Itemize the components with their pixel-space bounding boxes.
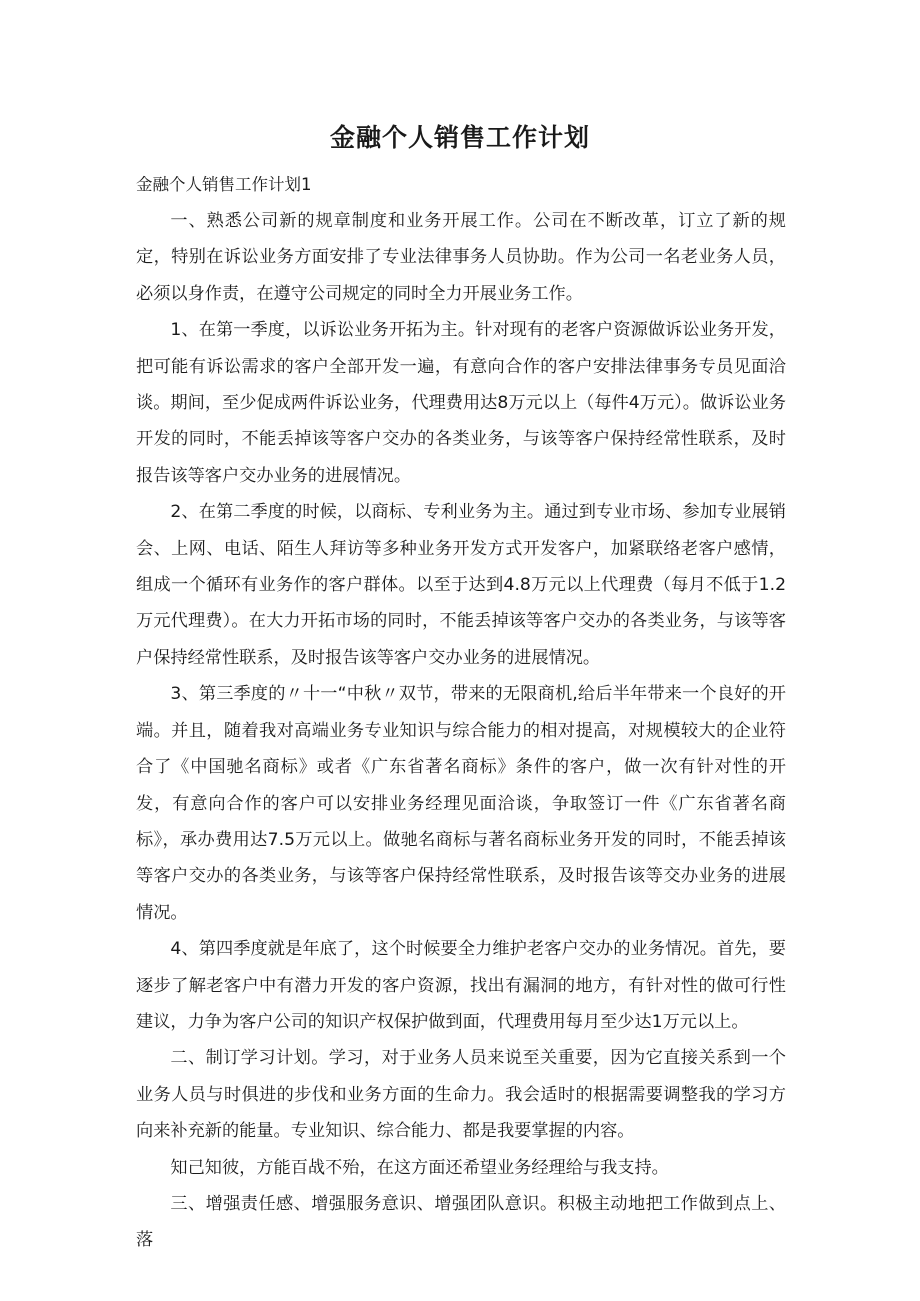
document-title: 金融个人销售工作计划 — [329, 123, 590, 152]
document-body — [136, 203, 786, 1259]
document-subtitle: 金融个人销售工作计划1 — [136, 175, 312, 194]
paragraph-8: 三、增强责任感、增强服务意识、增强团队意识。积极主动地把工作做到点上、落 — [136, 1193, 786, 1251]
paragraph-2: 1、在第一季度，以诉讼业务开拓为主。针对现有的老客户资源做诉讼业务开发，把可能有诉讼需求的客户全部开发一遍，有意向合作的客户安排法律事务专员见面洽谈。期间，至少促成两件诉讼业务，代理费用达8万元以上（每件4万元）。做诉讼业务开发的同时，不能丢掉该等客户交办的各类业务，与该等客户保持经常性联系，及时报告该等客户交办业务的进展情况。 — [136, 320, 786, 486]
paragraph-4: 3、第三季度的〃十一“中秋〃双节，带来的无限商机,给后半年带来一个良好的开端。并且，随着我对高端业务专业知识与综合能力的相对提高，对规模较大的企业符合了《中国驰名商标》或者《广东省著名商标》条件的客户，做一次有针对性的开发，有意向合作的客户可以安排业务经理见面洽谈，争取签订一件《广东省著名商标》，承办费用达7.5万元以上。做驰名商标与著名商标业务开发的同时，不能丢掉该等客户交办的各类业务，与该等客户保持经常性联系，及时报告该等交办业务的进展情况。 — [136, 684, 786, 923]
paragraph-6: 二、制订学习计划。学习，对于业务人员来说至关重要，因为它直接关系到一个业务人员与时俱进的步伐和业务方面的生命力。我会适时的根据需要调整我的学习方向来补充新的能量。专业知识、综合能力、都是我要掌握的内容。 — [136, 1048, 786, 1142]
paragraph-1: 一、熟悉公司新的规章制度和业务开展工作。公司在不断改革，订立了新的规定，特别在诉讼业务方面安排了专业法律事务人员协助。作为公司一名老业务人员，必须以身作责，在遵守公司规定的同时全力开展业务工作。 — [136, 211, 786, 304]
paragraph-3: 2、在第二季度的时候，以商标、专利业务为主。通过到专业市场、参加专业展销会、上网、电话、陌生人拜访等多种业务开发方式开发客户，加紧联络老客户感情，组成一个循环有业务作的客户群体。以至于达到4.8万元以上代理费（每月不低于1.2万元代理费）。在大力开拓市场的同时，不能丢掉该等客户交办的各类业务，与该等客户保持经常性联系，及时报告该等客户交办业务的进展情况。 — [136, 502, 786, 668]
paragraph-7: 知己知彼，方能百战不殆，在这方面还希望业务经理给与我支持。 — [170, 1157, 669, 1178]
paragraph-5: 4、第四季度就是年底了，这个时候要全力维护老客户交办的业务情况。首先，要逐步了解老客户中有潜力开发的客户资源，找出有漏洞的地方，有针对性的做可行性建议，力争为客户公司的知识产权保护做到面，代理费用每月至少达1万元以上。 — [136, 939, 786, 1032]
